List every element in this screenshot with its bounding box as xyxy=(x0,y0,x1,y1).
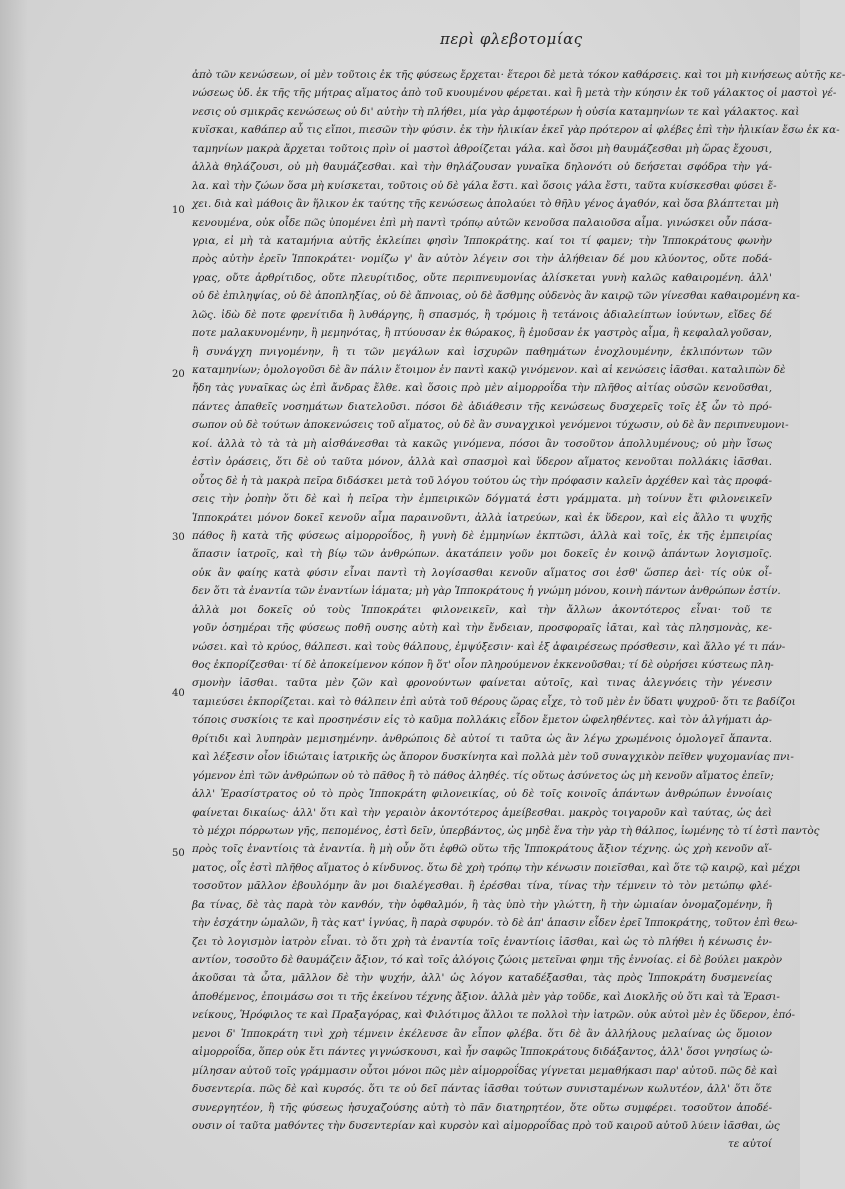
text-line: κυϊσκαι, καθάπερ αὖ τις εἴποι, πιεσῶν τὴν φύσιν. ἐκ τὴν ἡλικίαν ἐκεῖ γὰρ πρότερον αἱ φλέβες ἐπὶ τὴν ἡλικίαν ἔσω ἐκ κα- xyxy=(192,124,840,137)
text-line: λα. καὶ τὴν ζώων ὅσα μὴ κυίσκεται, τοῦτοις οὐ δὲ γάλα ἔστι. καὶ ὅσοις γάλα ἔστι, ταῦτα κυίσκεσθαι φύσει ἔ- xyxy=(192,179,777,192)
text-line: ἀλλὰ θηλάζουσι, οὐ μὴ θαυμάζεσθαι. καὶ τὴν θηλάζουσαν γυναῖκα δηλονότι οὐ δεήσεται σφόδρα τὴν γά- xyxy=(192,161,772,174)
text-line: λῶς. ἰδὼ δὲ ποτε φρενίτιδα ἢ λυθάργης, ἢ σπασμός, ἢ τρόμοις ἢ τετάνοις ἀδιαλείπτων ἰούντων, εἴδες δέ xyxy=(192,308,772,321)
text-line: ματος, οἷς ἐστὶ πλῆθος αἵματος ὁ κίνδυνος. ὅτω δὲ χρὴ τρόπῳ τὴν κένωσιν ποιεῖσθαι, καὶ ὅτε τῷ καιρῷ, καὶ μέχρι xyxy=(192,861,801,874)
text-line: Ἱπποκράτει μόνον δοκεῖ κενοῦν αἷμα παραινοῦντι, ἀλλὰ ἰατρεύων, καὶ ἐκ ὕδερον, καὶ εἰς ἄλλο τι ψυχῆς xyxy=(192,511,772,524)
text-line: κοί. ἀλλὰ τὸ τὰ τὰ μὴ αἰσθάνεσθαι τὰ κακῶς γινόμενα, πόσοι ἂν τοσοῦτον ἀπολλυμένους; οὐ μὴν ἴσως xyxy=(192,437,772,450)
text-line: τὸ μέχρι πόρρωτων γῆς, πεπομένος, ἐστὶ δεῖν, ὑπερβάντος, ὡς μηδὲ ἕνα τὴν γὰρ τὴ θάλπος, ἰωμένης τὸ τί ἐστὶ παντὸς xyxy=(192,824,820,837)
text-line: ταμιεύσει ἐκπορίζεται. καὶ τὸ θάλπειν ἐπὶ αὐτὰ τοῦ θέρους ὥρας εἶχε, τὸ τοῦ μὲν ἐν ὕδατι ψυχροῦ· ὅτι τε βαδίζοι xyxy=(192,695,796,708)
text-line: πρὸς αὐτὴν ἐρεῖν Ἱπποκράτει· νομίζω γ' ἂν αὐτὸν λέγειν σοι τὴν ἀλήθειαν δέ μου κλύοντος, οὔτε ποδά- xyxy=(192,253,772,266)
text-line: γρια, εἰ μὴ τὰ καταμήνια αὐτῆς ἐκλείπει φησὶν Ἱπποκράτης. καί τοι τί φαμεν; τὴν Ἱπποκράτους φωνὴν xyxy=(192,234,772,247)
text-line: νώσει. καὶ τὸ κρύος, θάλπεσι. καὶ τοὺς θάλπους, ἐμψύξεσιν· καὶ ἐξ ἀφαιρέσεως πρόσθεσιν, καὶ ἄλλο γέ τι πάν- xyxy=(192,640,786,653)
text-line: μίλησαν αὐτοῦ τοῖς γράμμασιν οὗτοι μόνοι πῶς μὲν αἱμορροΐδας γίγνεται μεμαθήκασι παρ' αὐτοῦ. πῶς δὲ καὶ xyxy=(192,1064,778,1077)
text-line: δυσεντερία. πῶς δὲ καὶ κυρσός. ὅτι τε οὐ δεῖ πάντας ἰᾶσθαι τούτων συνισταμένων κωλυτέον, ἀλλ' ὅτι ὅτε xyxy=(192,1083,772,1096)
line-number: 20 xyxy=(172,369,185,380)
line-number: 50 xyxy=(172,848,185,859)
text-line: οὗτος δὲ ἡ τὰ μακρὰ πεῖρα διδάσκει μετὰ τοῦ λόγου τούτου ὡς τὴν πρόφασιν καλεῖν ἀρχέθεν καὶ τὰς προφά- xyxy=(192,474,772,487)
text-line: πρὸς τοῖς ἐναντίοις τὰ ἐναντία. ἢ μὴ οὖν ὅτι ἐφθῶ οὕτω τῆς Ἱπποκράτους ἄξιον τέχνης. ὡς χρὴ κενοῦν αἵ- xyxy=(192,843,772,856)
text-line: ἀλλ' Ἐρασίστρατος οὐ τὸ πρὸς Ἱπποκράτη φιλονεικίας, οὐ δὲ τοῖς κοινοῖς ἁπάντων ἀνθρώπων ἐννοίαις xyxy=(192,788,772,801)
text-line: νείκους, Ἡρόφιλος τε καὶ Πραξαγόρας, καὶ Φιλότιμος ἄλλοι τε πολλοὶ τὴν ἰατρῶν. οὐκ αὐτοὶ μὲν ἐς ὕδερον, ἐπό- xyxy=(192,1009,796,1022)
text-line: τε αὐτοί xyxy=(727,1138,772,1151)
text-line: πάντες ἀπαθεῖς νοσημάτων διατελοῦσι. πόσοι δὲ ἀδιάθεσιν τῆς κενώσεως δυσχερεῖς τοῖς ἐξ ὧν τὸ πρό- xyxy=(192,400,772,413)
text-line: τόποις συσκίοις τε καὶ προσηνέσιν εἰς τὸ καῦμα πολλάκις εἶδον ἔμετον ὠφεληθέντες. καὶ τὸν ἀλγήματι ἀρ- xyxy=(192,714,772,727)
body-text xyxy=(192,66,845,1154)
text-line: κενουμένα, οὐκ οἶδε πῶς ὑπομένει ἐπὶ μὴ παντὶ τρόπῳ αὐτῶν κενοῦσα παλαιοῦσα αἷμα. γινώσκει οὖν πάσα- xyxy=(192,216,772,229)
text-line: νεσις οὐ σμικρᾶς κενώσεως οὐ δι' αὐτὴν τὴ πλήθει, μία γὰρ ἀμφοτέρων ἡ οὐσία καταμηνίων τε καὶ γάλακτος. καὶ xyxy=(192,105,800,118)
text-line: θρίτιδι καὶ λυπηρὰν μεμισημένην. ἀνθρώποις δὲ αὐτοί τι ταῦτα ὡς ἂν λέγω χρωμένοις ὁμολογεῖ ἅπαντα. xyxy=(192,732,772,745)
text-line: αντίον, τοσοῦτο δὲ θαυμάζειν ἄξιον, τό καὶ τοῖς ἀλόγοις ζώοις μετεῖναι φημι τῆς ἐννοίας. εἰ δὲ βούλει μακρὸν xyxy=(192,954,783,966)
text-line: αἱμορροΐδα, ὅπερ οὐκ ἔτι πάντες γιγνώσκουσι, καὶ ἦν σαφῶς Ἱπποκράτους διδάξαντος, ἀλλ' ὅσοι γνησίως ὡ- xyxy=(192,1046,773,1059)
text-line: οὐ δὲ ἐπιληψίας, οὐ δὲ ἀποπληξίας, οὐ δὲ ἄπνοιας, οὐ δὲ ἄσθμης οὐδενὸς ἂν καιρῷ τῶν γίνεσθαι καθαιρομένη κα- xyxy=(192,290,800,303)
text-line: ἀπὸ τῶν κενώσεων, οἱ μὲν τοῦτοις ἐκ τῆς φύσεως ἔρχεται· ἕτεροι δὲ μετὰ τόκον καθάρσεις. καὶ τοι μὴ κινήσεως αὐτῆς κε- xyxy=(192,69,845,81)
line-number: 40 xyxy=(172,688,185,699)
text-line: ἐστὶν ὁράσεις, ὅτι δὲ οὐ ταῦτα μόνον, ἀλλὰ καὶ σπασμοὶ καὶ ὕδερον αἵματος κενοῦται πολλάκις ἰᾶσθαι. xyxy=(192,456,772,469)
text-line: ἢ συνάγχη πνιγομένην, ἢ τι τῶν μεγάλων καὶ ἰσχυρῶν παθημάτων ἐνοχλουμένην, ἐκλιπόντων τῶν xyxy=(192,345,772,358)
text-line: γόμενον ἐπὶ τῶν ἀνθρώπων οὐ τὸ πᾶθος ἢ τὸ πάθος ἀληθές. τίς οὕτως ἀσύνετος ὡς μὴ κενοῦν αἵματος ἐπεῖν; xyxy=(192,769,774,782)
text-line: βα τίνας, δὲ τὰς παρὰ τὸν κανθόν, τὴν ὀφθαλμόν, ἢ τὰς ὑπὸ τὴν γλώττη, ἢ τὴν ὠμιαίαν ὀνομαζομένην, ἢ xyxy=(192,898,772,911)
text-line: θος ἐκπορίζεσθαι· τί δὲ ἀποκείμενον κόπον ἢ ὅτ' οἷον πληρούμενον ἐκκενοῦσθαι; τί δὲ οὐρήσει κύστεως πλη- xyxy=(192,659,774,671)
text-line: πάθος ἢ κατὰ τῆς φύσεως αἱμορροΐδος, ἢ γυνὴ δὲ ἐμμηνίων ἐκπτῶσι, ἀλλὰ καὶ τοῖς, ἐκ τῆς ἐμπειρίας xyxy=(192,529,772,542)
text-line: συνεργητέον, ἢ τῆς φύσεως ἡσυχαζούσης αὐτὴ τὸ πᾶν διατηρητέον, ὅτε οὕτω συμφέρει. τοσοῦτον ἀποδέ- xyxy=(192,1101,772,1114)
text-line: φαίνεται δικαίως· ἀλλ' ὅτι καὶ τὴν γεραιὸν ἀκοντότερος ἀμείβεσθαι. μακρὸς τοιγαροῦν καὶ ταύτας, ὡς ἀεὶ xyxy=(192,806,772,819)
text-line: σεις τὴν ῥοπὴν ὅτι δὲ καὶ ἡ πεῖρα τὴν ἐμπειρικῶν δόγματά ἐστι γράμματα. μὴ τοίνυν ἔτι φιλονεικεῖν xyxy=(192,493,772,506)
text-line: καταμηνίων; ὁμολογοῦσι δὲ ἂν πάλιν ἕτοιμον ἐν παντὶ κακῷ γινόμενον. καὶ αἱ κενώσεις ἰᾶσθαι. καταλιπὼν δὲ xyxy=(192,364,786,376)
text-line: χει. διὰ καὶ μάθοις ἂν ἥλικον ἐκ ταύτης τῆς κενώσεως ἀπολαύει τὸ θῆλυ γένος ἀγαθόν, καὶ ὅσα βλάπτεται μὴ xyxy=(192,198,779,211)
text-line: ζει τὸ λογισμὸν ἰατρὸν εἶναι. τὸ ὅτι χρὴ τὰ ἐναντία τοῖς ἐναντίοις ἰᾶσθαι, καὶ ὡς τὸ πλήθει ἡ κένωσις ἐν- xyxy=(192,935,772,948)
text-line: καὶ λέξεσιν οἶον ἰδιώταις ἰατρικῆς ὡς ἄπορον δυσκίνητα καὶ πολλὰ μὲν τοῦ συναγχικὸν πεῖθεν ψυχομανίας πνι- xyxy=(192,751,794,764)
text-line: μενοι δ' Ἱπποκράτη τινὶ χρὴ τέμνειν ἐκέλευσε ἂν εἶπον φλέβα. ὅτι δὲ ἂν ἀλλήλους μελαίνας ὡς ὅμοιον xyxy=(192,1027,772,1040)
text-line: γρας, οὔτε ἀρθρίτιδος, οὔτε πλευρίτιδος, οὔτε περιπνευμονίας ἁλίσκεται γυνὴ καλῶς καθαιρομένη. ἀλλ' xyxy=(192,271,772,284)
text-line: γοῦν ὁσημέραι τῆς φύσεως ποθῆ ουσης αὐτὴ καὶ τὴν ἔνδειαν, προσφοραῖς ἰᾶται, καὶ τὰς πλησμονὰς, κε- xyxy=(192,622,772,635)
text-line: ταμηνίων μακρὰ ἄρχεται τοῦτοις πρὶν οἱ μαστοὶ ἀθροίζεται γάλα. καὶ ὅσοι μὴ θαυμάζεσθαι μὴ ὥρας ἔχουσι, xyxy=(192,142,772,155)
line-number: 10 xyxy=(172,205,185,216)
running-head: περὶ φλεβοτομίας xyxy=(440,30,583,48)
text-line: οὐκ ἂν φαίης κατὰ φύσιν εἶναι παντὶ τὴ λογίσασθαι κενοῦν αἵματος σοι ἐσθ' ὥσπερ ἀεὶ· τίς οὐκ οἶ- xyxy=(192,566,772,579)
text-line: ἤδη τὰς γυναῖκας ὡς ἐπὶ ἄνδρας ἔλθε. καὶ ὅσοις πρὸ μὲν αἱμορροΐδα τὴν πλῆθος αἰτίας οὐσῶν κενοῦσθαι, xyxy=(192,382,772,395)
text-line: ουσιν οἱ ταῦτα μαθόντες τὴν δυσεντερίαν καὶ κυρσὸν καὶ αἱμορροΐδας πρὸ τοῦ καιροῦ αὐτοῦ λύειν ἰᾶσθαι, ὡς xyxy=(192,1119,780,1132)
text-line: σωπον οὐ δὲ τούτων ἀποκενώσεις τοῦ αἵματος, οὐ δὲ ἂν συναγχικοὶ γενόμενοι τύχωσιν, οὐ δὲ ἂν περιπνευμονι- xyxy=(192,419,789,432)
text-line: ἅπασιν ἰατροῖς, καὶ τὴ βίῳ τῶν ἀνθρώπων. ἀκατάπειν γοῦν μοι δοκεῖς ἐν κοινῷ ἀπάντων λογισμοῖς. xyxy=(192,548,772,561)
text-line: σμονὴν ἰᾶσθαι. ταῦτα μὲν ζῶν καὶ φρονούντων φαίνεται αὐτοῖς, καὶ τινας ἀλεγνόεις τὴν γένεσιν xyxy=(192,677,772,690)
text-line: δεν ὅτι τὰ ἐναντία τῶν ἐναντίων ἰάματα; μὴ γὰρ Ἱπποκράτους ἡ γνώμη μόνου, κοινὴ πάντων ἀνθρώπων ἐστίν. xyxy=(192,585,781,598)
text-line: νώσεως ὑδ. ἐκ τῆς τῆς μήτρας αἵματος ἀπὸ τοῦ κυουμένου φέρεται. καὶ ἢ μετὰ τὴν κύησιν ἐκ τοῦ γάλακτος οἱ μαστοὶ γέ- xyxy=(192,87,837,100)
text-line: ἀκοῦσαι τὰ ὦτα, μᾶλλον δὲ τὴν ψυχήν, ἀλλ' ὡς λόγον καταδέξασθαι, τὰς πρὸς Ἱπποκράτη δυσμενείας xyxy=(192,972,772,985)
text-line: ποτε μαλακυνομένην, ἢ μεμηνότας, ἢ πτύουσαν ἐκ θώρακος, ἢ ἐμοῦσαν ἐκ γαστρὸς αἷμα, ἢ κεφαλαλγοῦσαν, xyxy=(192,327,772,340)
text-line: ἀποθέμενος, ἐποιμάσω σοι τι τῆς ἐκείνου τέχνης ἄξιον. ἀλλὰ μὲν γὰρ τοῦδε, καὶ Διοκλῆς οὐ ὅτι καὶ τὰ Ἐρασι- xyxy=(192,990,780,1003)
text-line: ἀλλὰ μοι δοκεῖς οὐ τοὺς Ἱπποκράτει φιλονεικεῖν, καὶ τὴν ἄλλων ἀκοντότερος εἶναι· τοῦ τε xyxy=(192,603,772,616)
text-line: τὴν ἐσχάτην ὠμαλῶν, ἢ τὰς κατ' ἰγνύας, ἢ παρὰ σφυρόν. τὸ δὲ ἀπ' ἁπασιν εἶδεν ἐρεῖ Ἱπποκράτης, τοῦτον ἐπὶ θεω- xyxy=(192,917,798,930)
line-number: 30 xyxy=(172,532,185,543)
text-line: τοσοῦτον μᾶλλον ἐβουλόμην ἂν μοι διαλέγεσθαι. ἢ ἐρέσθαι τίνα, τίνας τὴν τέμνειν τὸ τὸν μετώπῳ φλέ- xyxy=(192,880,772,893)
spine-shadow xyxy=(0,0,28,1189)
